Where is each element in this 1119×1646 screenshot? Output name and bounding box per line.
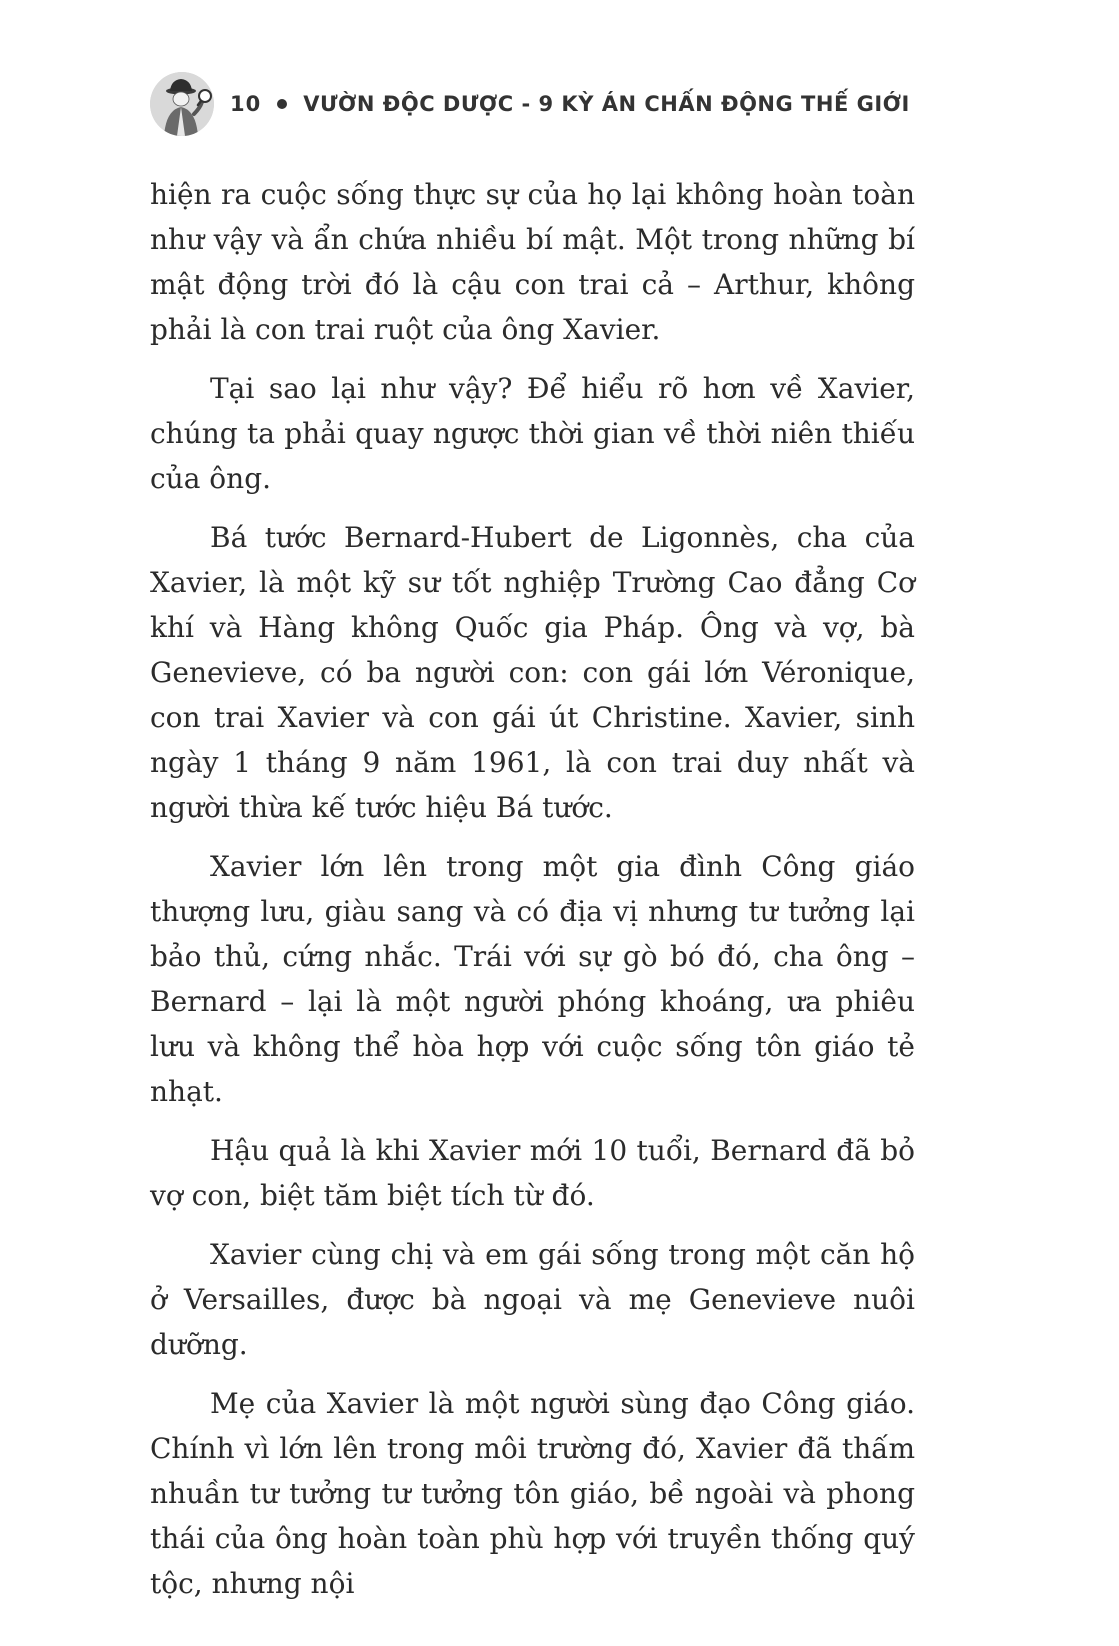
paragraph: Mẹ của Xavier là một người sùng đạo Công giáo. Chính vì lớn lên trong môi trường đó, Xavier đã thấm nhuần tư tưởng tư tưởng tôn giáo, bề ngoài và phong thái của ông hoàn toàn phù hợp với truyền thống quý tộc, nhưng nội xyxy=(150,1387,915,1600)
paragraph: Tại sao lại như vậy? Để hiểu rõ hơn về Xavier, chúng ta phải quay ngược thời gian về thời niên thiếu của ông. xyxy=(150,372,915,495)
paragraph: Xavier cùng chị và em gái sống trong một căn hộ ở Versailles, được bà ngoại và mẹ Genevieve nuôi dưỡng. xyxy=(150,1238,915,1361)
detective-magnifier-icon xyxy=(150,72,214,136)
paragraph: Hậu quả là khi Xavier mới 10 tuổi, Bernard đã bỏ vợ con, biệt tăm biệt tích từ đó. xyxy=(150,1134,915,1212)
running-header xyxy=(150,72,910,136)
paragraph: Xavier lớn lên trong một gia đình Công giáo thượng lưu, giàu sang và có địa vị nhưng tư tưởng lại bảo thủ, cứng nhắc. Trái với sự gò bó đó, cha ông – Bernard – lại là một người phóng khoáng, ưa phiêu lưu và không thể hòa hợp với cuộc sống tôn giáo tẻ nhạt. xyxy=(150,850,915,1108)
book-title: VƯỜN ĐỘC DƯỢC - 9 KỲ ÁN CHẤN ĐỘNG THẾ GIỚI xyxy=(303,92,910,116)
paragraph: hiện ra cuộc sống thực sự của họ lại không hoàn toàn như vậy và ẩn chứa nhiều bí mật. Một trong những bí mật động trời đó là cậu con trai cả – Arthur, không phải là con trai ruột của ông Xavier. xyxy=(150,178,915,346)
detective-illustration xyxy=(150,72,214,136)
page-body xyxy=(150,172,915,1620)
paragraph: Bá tước Bernard-Hubert de Ligonnès, cha của Xavier, là một kỹ sư tốt nghiệp Trường Cao đẳng Cơ khí và Hàng không Quốc gia Pháp. Ông và vợ, bà Genevieve, có ba người con: con gái lớn Véronique, con trai Xavier và con gái út Christine. Xavier, sinh ngày 1 tháng 9 năm 1961, là con trai duy nhất và người thừa kế tước hiệu Bá tước. xyxy=(150,521,915,824)
page-number: 10 xyxy=(230,92,262,116)
separator-dot xyxy=(277,99,287,109)
